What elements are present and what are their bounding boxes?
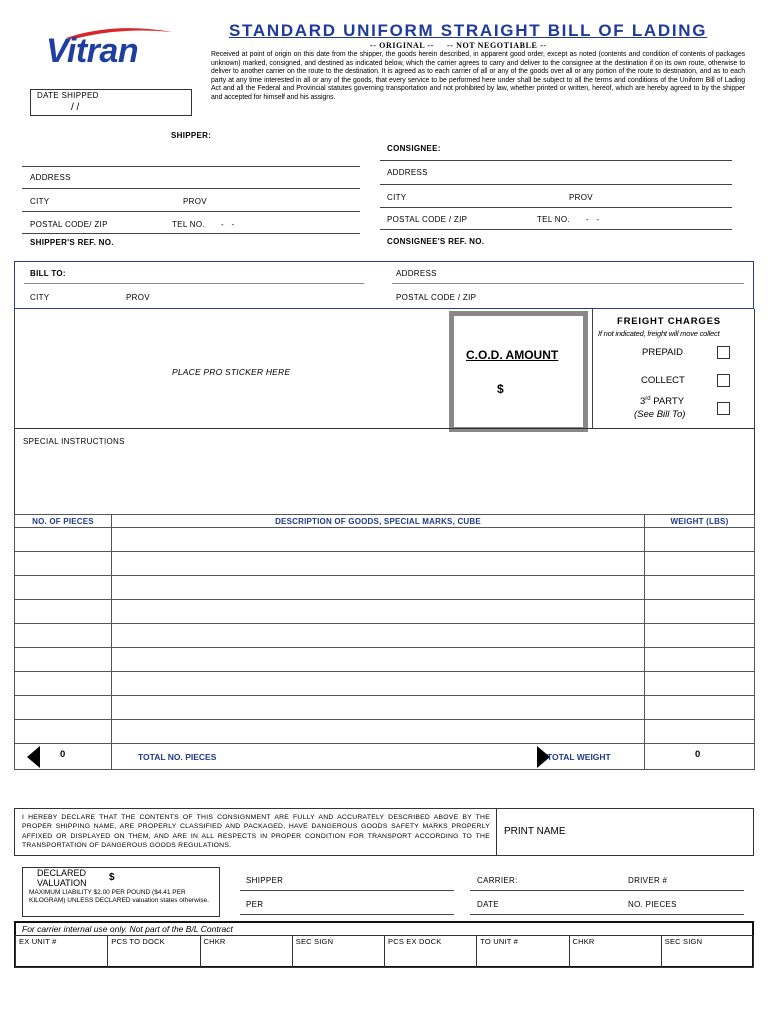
pieces-cell[interactable]: [15, 648, 112, 672]
pieces-cell[interactable]: [15, 528, 112, 552]
logo-wordmark: Vitran: [46, 32, 139, 70]
weight-cell[interactable]: [645, 528, 755, 552]
shipper-ref-label: SHIPPER'S REF. NO.: [30, 238, 114, 247]
total-weight-label: TOTAL WEIGHT: [547, 752, 611, 762]
collect-checkbox[interactable]: [717, 374, 730, 387]
signature-per-label: PER: [246, 900, 264, 909]
date-shipped-box[interactable]: [30, 89, 192, 116]
consignee-city-label: CITY: [387, 193, 407, 202]
pro-sticker-label: PLACE PRO STICKER HERE: [172, 367, 291, 377]
table-row: [15, 696, 755, 720]
col-pieces-header: NO. OF PIECES: [15, 515, 112, 528]
weight-cell[interactable]: [645, 624, 755, 648]
carrier-internal-table: [15, 935, 754, 968]
consignee-tel-label: TEL NO.: [537, 215, 570, 224]
pieces-cell[interactable]: [15, 696, 112, 720]
declared-valuation-box[interactable]: [22, 867, 220, 917]
pieces-cell[interactable]: [15, 552, 112, 576]
total-weight-value: 0: [695, 749, 701, 760]
consignee-ref-label: CONSIGNEE'S REF. NO.: [387, 237, 485, 246]
carrier-col-2[interactable]: CHKR: [200, 936, 292, 968]
consignee-heading: CONSIGNEE:: [387, 144, 441, 153]
total-pieces-label: TOTAL NO. PIECES: [138, 752, 217, 762]
valuation-label-line1: DECLARED: [37, 868, 87, 878]
items-body: [15, 528, 755, 744]
bill-to-city-label: CITY: [30, 293, 50, 302]
description-cell[interactable]: [112, 720, 645, 744]
freight-charges-heading: FREIGHT CHARGES: [617, 316, 721, 327]
third-party-note: (See Bill To): [634, 409, 686, 420]
valuation-note-rest: valuation states otherwise.: [132, 896, 209, 904]
description-cell[interactable]: [112, 696, 645, 720]
table-row: [15, 576, 755, 600]
cod-box[interactable]: [449, 311, 588, 432]
special-instructions-label: SPECIAL INSTRUCTIONS: [23, 437, 125, 446]
valuation-currency: $: [109, 872, 115, 883]
table-row: [15, 528, 755, 552]
description-cell[interactable]: [112, 672, 645, 696]
consignee-address-label: ADDRESS: [387, 168, 428, 177]
carrier-internal-note: For carrier internal use only. Not part of the B/L Contract: [22, 924, 233, 934]
signature-driver-label: DRIVER #: [628, 876, 668, 885]
carrier-col-6[interactable]: CHKR: [569, 936, 661, 968]
shipper-heading: SHIPPER:: [171, 131, 212, 140]
prepaid-label: PREPAID: [642, 347, 684, 358]
carrier-internal-box: [14, 921, 754, 968]
table-row: [15, 624, 755, 648]
pieces-cell[interactable]: [15, 600, 112, 624]
carrier-col-7[interactable]: SEC SIGN: [661, 936, 753, 968]
shipper-postal-label: POSTAL CODE/ ZIP: [30, 220, 108, 229]
prepaid-checkbox[interactable]: [717, 346, 730, 359]
document-subtitle: -- ORIGINAL -- -- NOT NEGOTIABLE --: [370, 41, 547, 50]
table-row: [15, 600, 755, 624]
description-cell[interactable]: [112, 600, 645, 624]
shipper-tel-label: TEL NO.: [172, 220, 205, 229]
carrier-col-5[interactable]: TO UNIT #: [477, 936, 569, 968]
pieces-cell[interactable]: [15, 576, 112, 600]
signature-shipper-label: SHIPPER: [246, 876, 284, 885]
signature-date-label: DATE: [477, 900, 499, 909]
shipper-city-label: CITY: [30, 197, 50, 206]
description-cell[interactable]: [112, 648, 645, 672]
table-row: [15, 648, 755, 672]
weight-cell[interactable]: [645, 672, 755, 696]
cod-currency: $: [497, 382, 504, 396]
shipper-prov-label: PROV: [183, 197, 207, 206]
pieces-cell[interactable]: [15, 672, 112, 696]
valuation-note-main: MAXIMUM LIABILITY $2.00 PER POUND ($4.41 PER KILOGRAM) UNLESS DECLARED: [29, 889, 186, 904]
items-table: [14, 514, 755, 770]
date-shipped-label: DATE SHIPPED: [37, 91, 99, 100]
terms-text: Received at point of origin on this date from the shipper, the goods herein described, in apparent good order, except as noted (contents and condition of contents of packages unknown) marked, consigned, and destined as indicated below, which the carrier agrees to carry and deliver to the consignee at the destination if on its own route, otherwise to deliver to another carrier on the route to the destination. It is agreed as to each carrier of all or any of the goods over all or any portion of the route to destination, and as to each party at any time interested in all or any of the goods, that every service to be performed here under shall be subject to all the terms and conditions of the Uniform Bill of Lading Act and all the Federal and Provincial statutes governing transportation and not prohibited by law, whether printed or written, hereof, which are hereby agreed to by the shipper and accepted for himself and his assigns.: [211, 51, 745, 101]
third-party-checkbox[interactable]: [717, 402, 730, 415]
pieces-cell[interactable]: [15, 624, 112, 648]
carrier-col-3[interactable]: SEC SIGN: [292, 936, 384, 968]
table-row: [15, 672, 755, 696]
bill-to-heading: BILL TO:: [30, 269, 66, 278]
col-weight-header: WEIGHT (LBS): [645, 515, 755, 528]
description-cell[interactable]: [112, 624, 645, 648]
weight-cell[interactable]: [645, 720, 755, 744]
valuation-label-line2: VALUATION: [37, 878, 87, 888]
carrier-col-1[interactable]: PCS TO DOCK: [108, 936, 200, 968]
consignee-prov-label: PROV: [569, 193, 593, 202]
description-cell[interactable]: [112, 552, 645, 576]
bill-to-address-label: ADDRESS: [396, 269, 437, 278]
third-party-label: 3rd PARTY: [640, 396, 685, 408]
declaration-text: I HEREBY DECLARE THAT THE CONTENTS OF THIS CONSIGNMENT ARE FULLY AND ACCURATELY DESCRIBED ABOVE BY THE PROPER SHIPPING NAME, ARE PROPERLY CLASSIFIED AND PACKAGED, HAVE DANGEROUS GOODS SAFETY MARKS PROPERLY AFFIXED OR DISPLAYED ON THEM, AND ARE IN ALL RESPECTS IN PROPER CONDITION FOR TRANSPORT ACCORDING TO THE TRANSPORTATION OF DANGEROUS GOODS REGULATIONS.: [22, 814, 490, 849]
table-row: [15, 552, 755, 576]
shipper-address-label: ADDRESS: [30, 173, 71, 182]
description-cell[interactable]: [112, 576, 645, 600]
date-shipped-value: / /: [71, 102, 80, 113]
print-name-label[interactable]: PRINT NAME: [504, 826, 566, 837]
weight-cell[interactable]: [645, 648, 755, 672]
collect-label: COLLECT: [641, 375, 685, 386]
left-arrow-icon: [27, 746, 40, 768]
bill-to-postal-label: POSTAL CODE / ZIP: [396, 293, 477, 302]
weight-cell[interactable]: [645, 696, 755, 720]
totals-row: [15, 744, 755, 770]
col-description-header: DESCRIPTION OF GOODS, SPECIAL MARKS, CUBE: [112, 515, 645, 528]
weight-cell[interactable]: [645, 600, 755, 624]
special-instructions-box[interactable]: [14, 428, 755, 515]
vitran-logo: [44, 24, 174, 72]
bill-to-prov-label: PROV: [126, 293, 150, 302]
bill-to-box: [14, 261, 754, 309]
description-cell[interactable]: [112, 528, 645, 552]
weight-cell[interactable]: [645, 552, 755, 576]
pieces-cell[interactable]: [15, 720, 112, 744]
signature-pieces-label: NO. PIECES: [628, 900, 677, 909]
consignee-postal-label: POSTAL CODE / ZIP: [387, 215, 468, 224]
total-pieces-value: 0: [60, 749, 66, 760]
cod-label: C.O.D. AMOUNT: [466, 348, 559, 362]
document-title: STANDARD UNIFORM STRAIGHT BILL OF LADING: [229, 21, 708, 40]
weight-cell[interactable]: [645, 576, 755, 600]
carrier-col-4[interactable]: PCS EX DOCK: [385, 936, 477, 968]
consignee-tel-value: - -: [586, 215, 600, 224]
shipper-tel-value: - -: [221, 220, 235, 229]
freight-charges-note: If not indicated, freight will move collect: [598, 329, 720, 338]
signature-carrier-label: CARRIER:: [477, 876, 518, 885]
dangerous-goods-declaration: [14, 808, 754, 856]
carrier-col-0[interactable]: EX UNIT #: [16, 936, 108, 968]
table-row: [15, 720, 755, 744]
